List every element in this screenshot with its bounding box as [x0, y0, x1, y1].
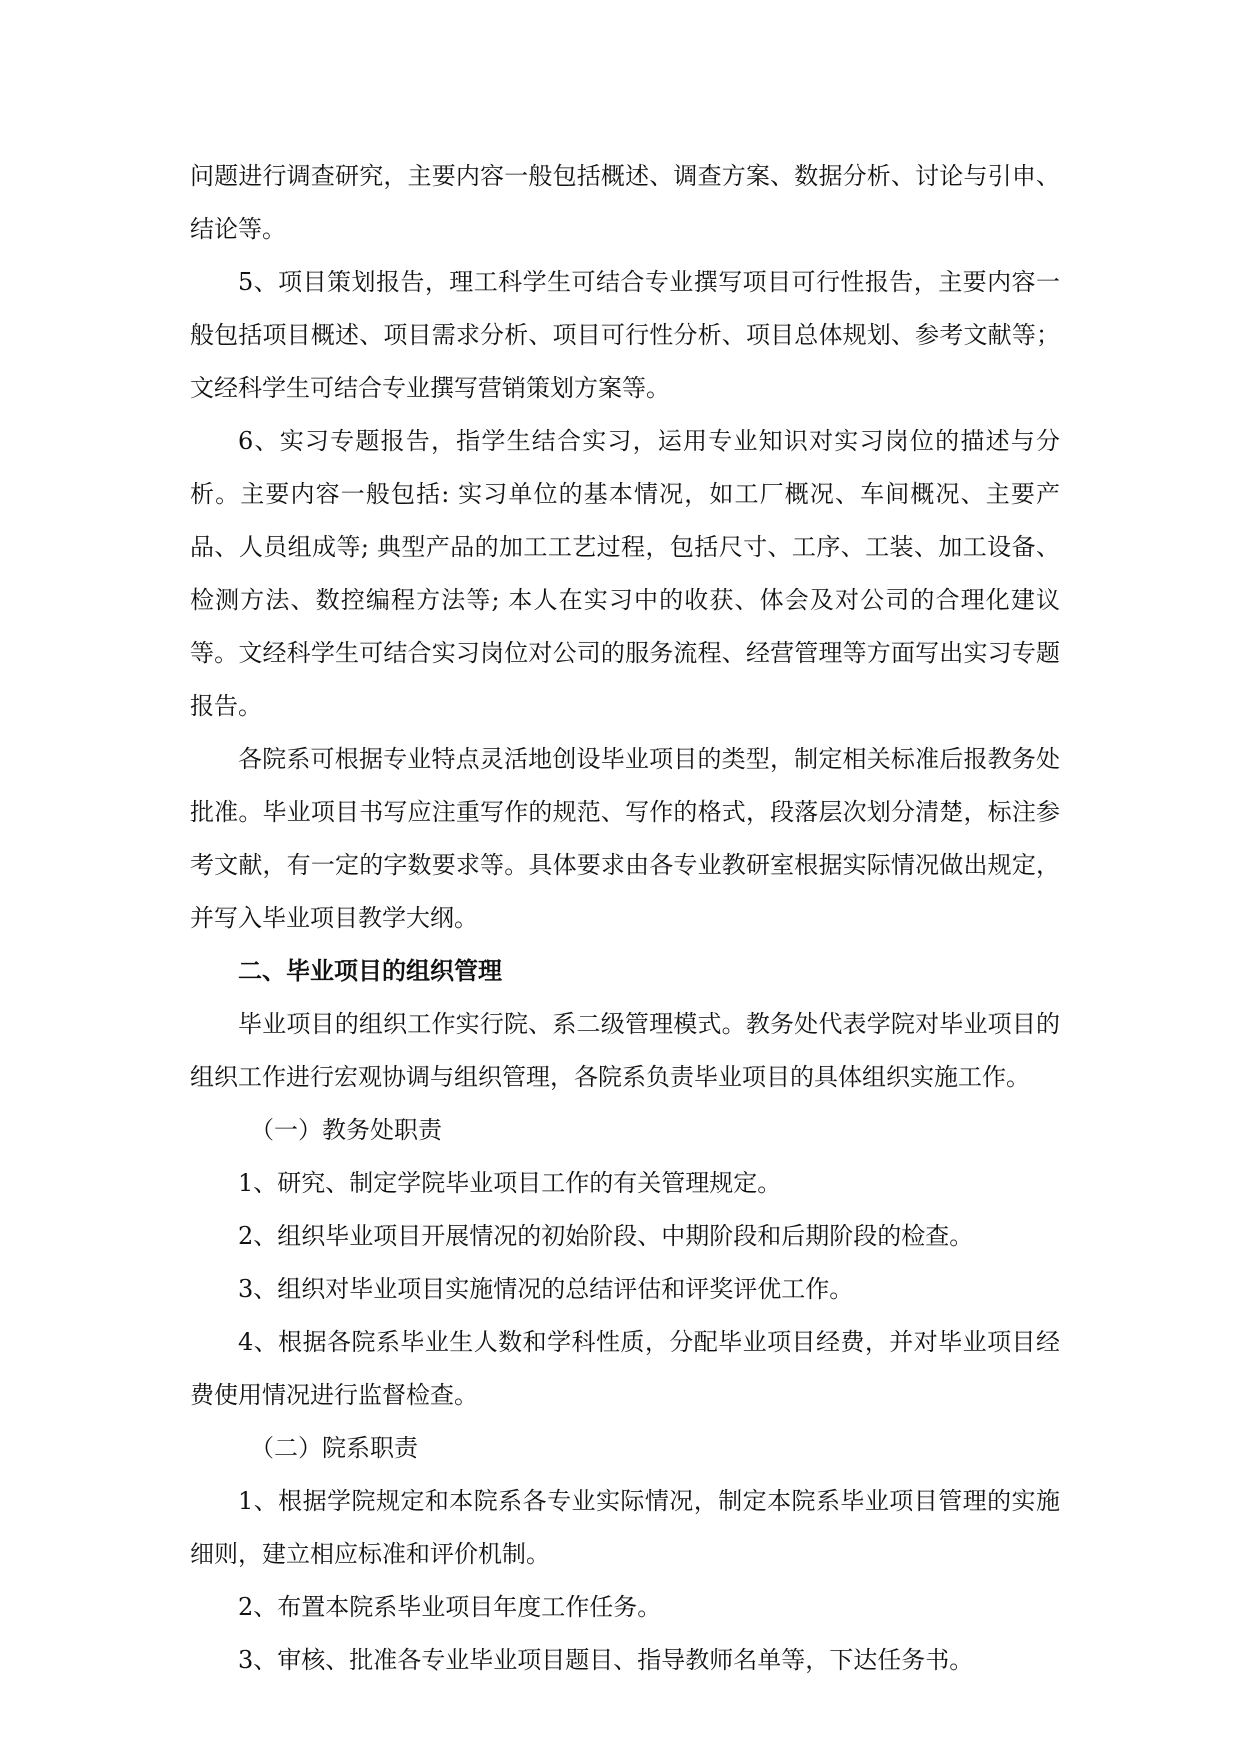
section-heading-organization-management: 二、毕业项目的组织管理	[238, 957, 502, 985]
paragraph-survey-report-continuation: 问题进行调查研究，主要内容一般包括概述、调查方案、数据分析、讨论与引申、结论等。	[190, 162, 1060, 243]
paragraph-management-mode: 毕业项目的组织工作实行院、系二级管理模式。教务处代表学院对毕业项目的组织工作进行宏观协调与组织管理，各院系负责毕业项目的具体组织实施工作。	[190, 1010, 1060, 1091]
list-item-duty-1: 1、研究、制定学院毕业项目工作的有关管理规定。	[238, 1169, 782, 1197]
paragraph-departments-project-types: 各院系可根据专业特点灵活地创设毕业项目的类型，制定相关标准后报教务处批准。毕业项目书写应注重写作的规范、写作的格式，段落层次划分清楚，标注参考文献，有一定的字数要求等。具体要求由各专业教研室根据实际情况做出规定，并写入毕业项目教学大纲。	[190, 745, 1060, 932]
paragraph-project-planning-report: 5、项目策划报告，理工科学生可结合专业撰写项目可行性报告，主要内容一般包括项目概述、项目需求分析、项目可行性分析、项目总体规划、参考文献等；文经科学生可结合专业撰写营销策划方案等。	[190, 268, 1060, 402]
subheading-department-duties: （二）院系职责	[250, 1434, 418, 1462]
list-item-duty-2: 2、组织毕业项目开展情况的初始阶段、中期阶段和后期阶段的检查。	[238, 1222, 974, 1250]
paragraph-internship-report: 6、实习专题报告，指学生结合实习，运用专业知识对实习岗位的描述与分析。主要内容一般包括: 实习单位的基本情况，如工厂概况、车间概况、主要产品、人员组成等; 典型产品的加工工艺过程，包括尺寸、工序、工装、加工设备、检测方法、数控编程方法等; 本人在实习中的收获、体会及对公司的合理化建议等。文经科学生可结合实习岗位对公司的服务流程、经营管理等方面写出实习专题报告。	[190, 427, 1060, 720]
subheading-academic-affairs-duties: （一）教务处职责	[250, 1116, 442, 1144]
list-item-duty-4: 4、根据各院系毕业生人数和学科性质，分配毕业项目经费，并对毕业项目经费使用情况进行监督检查。	[190, 1328, 1060, 1409]
list-item-department-duty-1: 1、根据学院规定和本院系各专业实际情况，制定本院系毕业项目管理的实施细则，建立相应标准和评价机制。	[190, 1487, 1060, 1568]
document-body	[190, 150, 1060, 1687]
list-item-department-duty-3: 3、审核、批准各专业毕业项目题目、指导教师名单等，下达任务书。	[238, 1646, 974, 1674]
list-item-duty-3: 3、组织对毕业项目实施情况的总结评估和评奖评优工作。	[238, 1275, 854, 1303]
list-item-department-duty-2: 2、布置本院系毕业项目年度工作任务。	[238, 1593, 662, 1621]
